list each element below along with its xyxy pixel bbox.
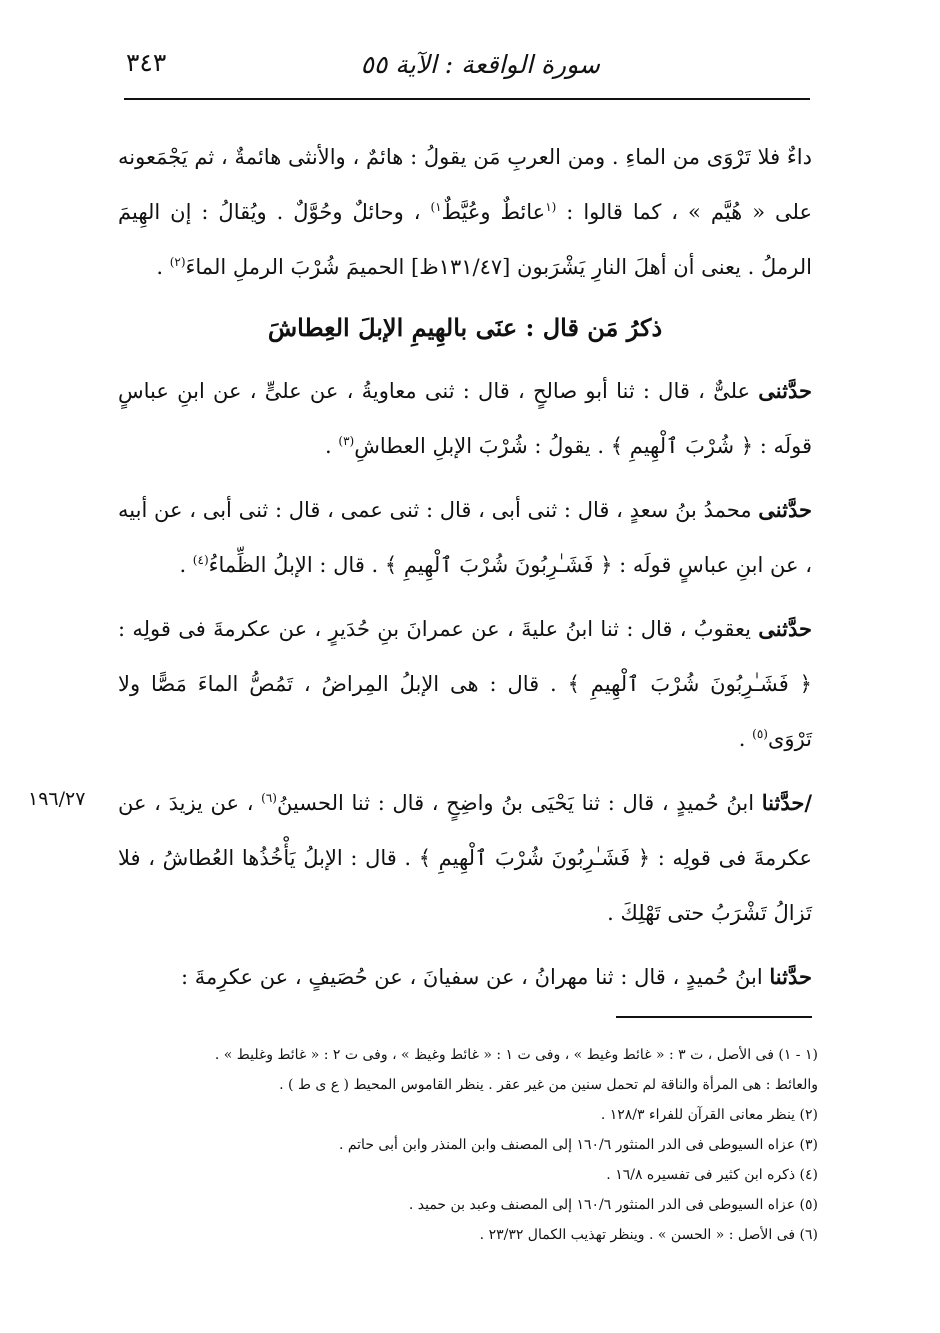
narration-3 <box>118 601 812 767</box>
footnote-marker-5: (٥) <box>752 727 768 741</box>
intro-quoted: عائطٌ وعُيَّطٌ <box>441 200 546 224</box>
narration-lead: حدَّثنى <box>758 616 812 641</box>
narration-text: ابنُ حُميدٍ ، قال : ثنا يَحْيَى بنُ واضِحٍ ، قال : ثنا الحسينُ <box>276 791 762 815</box>
footnote-rule <box>616 1016 812 1018</box>
narration-text: يعقوبُ ، قال : ثنا ابنُ عليةَ ، عن عمرانَ بنِ حُدَيرٍ ، عن عكرمةَ فى قولِه : ﴿ فَشَـٰرِبُونَ شُرْبَ ٱلْهِيمِ ﴾ . قال : هى الإبلُ المِراضُ ، تَمُصُّ الماءَ مَصًّا ولا تَرْوَى <box>118 617 812 751</box>
running-header <box>120 44 810 94</box>
footnote-line: (٢) ينظر معانى القرآن للفراء ١٢٨/٣ . <box>600 1107 818 1123</box>
intro-line-1: داءٌ فلا تَرْوَى من الماءِ . ومن العربِ مَن يقولُ : هائمٌ ، والأنثى هائمةٌ ، ثم يَجْمَعونه <box>118 145 812 169</box>
footnote-marker-open: (١ <box>545 200 557 214</box>
narration-lead: حدَّثنى <box>758 497 812 522</box>
intro-end: . <box>156 255 170 279</box>
narration-lead: /حدَّثنا <box>761 790 813 815</box>
margin-reference: ١٩٦/٢٧ <box>28 788 86 810</box>
footnote-line: (٤) ذكره ابن كثير فى تفسيره ١٦/٨ . <box>606 1167 818 1183</box>
footnote-marker-6: (٦) <box>261 791 277 805</box>
narration-text: علىٌّ ، قال : ثنا أبو صالحٍ ، قال : ثنى معاويةُ ، عن علىٍّ ، عن ابنِ عباسٍ قولَه : ﴿ شُرْبَ ٱلْهِيمِ ﴾ . يقولُ : شُرْبَ الإبلِ العطاشِ <box>118 379 812 458</box>
page-number: ٣٤٣ <box>126 48 167 77</box>
footnote-marker-close: ١) <box>430 200 442 214</box>
narration-lead: حدَّثنا <box>769 964 812 989</box>
narration-lead: حدَّثنى <box>758 378 812 403</box>
narration-end: . <box>179 553 193 577</box>
narration-text: ابنُ حُميدٍ ، قال : ثنا مهرانُ ، عن سفيانَ ، عن حُصَيفٍ ، عن عكرِمةَ : <box>181 965 770 989</box>
footnote-line: (٦) فى الأصل : « الحسن » . وينظر تهذيب الكمال ٢٣/٣٢ . <box>479 1227 818 1243</box>
section-heading: ذكرُ مَن قال : عنَى بالهِيمِ الإبلَ العِطاشَ <box>267 313 663 342</box>
footnote-line: (٥) عزاه السيوطى فى الدر المنثور ١٦٠/٦ إلى المصنف وعبد بن حميد . <box>408 1197 818 1213</box>
footnote-line: (٣) عزاه السيوطى فى الدر المنثور ١٦٠/٦ إلى المصنف وابن المنذر وابن أبى حاتم . <box>338 1137 818 1153</box>
narration-5 <box>118 949 812 1005</box>
header-rule <box>124 98 810 100</box>
intro-paragraph <box>118 130 812 295</box>
footnotes <box>118 1040 818 1250</box>
footnote-line: والعائط : هى المرأة والناقة لم تحمل سنين من غير عقر . ينظر القاموس المحيط ( ع ى ط ) . <box>279 1077 818 1093</box>
footnote-marker-2: (٢) <box>169 255 186 269</box>
narration-text-cont: ، عن يزيدَ ، عن عكرمةَ فى قولِه : ﴿ فَشَـٰرِبُونَ شُرْبَ ٱلْهِيمِ ﴾ . قال : الإبلُ يَأْخُذُها العُطاشُ ، فلا تَزالُ تَشْرَبُ حتى تَهْلِكَ . <box>118 791 812 925</box>
intro-line-3: الرملُ . يعنى أن أهلَ النارِ يَشْرَبون [١٣١/٤٧ظ] الحميمَ شُرْبَ الرملِ الماءَ <box>185 255 812 279</box>
narration-end: . <box>738 727 753 751</box>
running-title: سورة الواقعة : الآية ٥٥ <box>360 50 600 79</box>
intro-line-2b: ، وحائلٌ وحُوَّلٌ . ويُقالُ : إن الهِيمَ <box>118 200 431 224</box>
narration-end: . <box>325 434 339 458</box>
footnote-marker-3: (٣) <box>338 434 355 448</box>
narration-text: محمدُ بنُ سعدٍ ، قال : ثنى أبى ، قال : ثنى عمى ، قال : ثنى أبى ، عن أبيه ، عن ابنِ عباسٍ قولَه : ﴿ فَشَـٰرِبُونَ شُرْبَ ٱلْهِيمِ ﴾ . قال : الإبلُ الظِّماءُ <box>118 498 812 577</box>
footnote-line: (١ - ١) فى الأصل ، ت ٣ : « غائط وغيط » ، وفى ت ١ : « غائط وغيظ » ، وفى ت ٢ : « غائط وغليط » . <box>214 1047 818 1063</box>
narration-4 <box>118 775 812 941</box>
footnote-marker-4: (٤) <box>192 553 209 567</box>
narration-2 <box>118 482 812 593</box>
intro-line-2: على « هُيَّم » ، كما قالوا : <box>556 200 812 224</box>
main-text <box>118 130 812 1013</box>
narration-1 <box>118 363 812 474</box>
